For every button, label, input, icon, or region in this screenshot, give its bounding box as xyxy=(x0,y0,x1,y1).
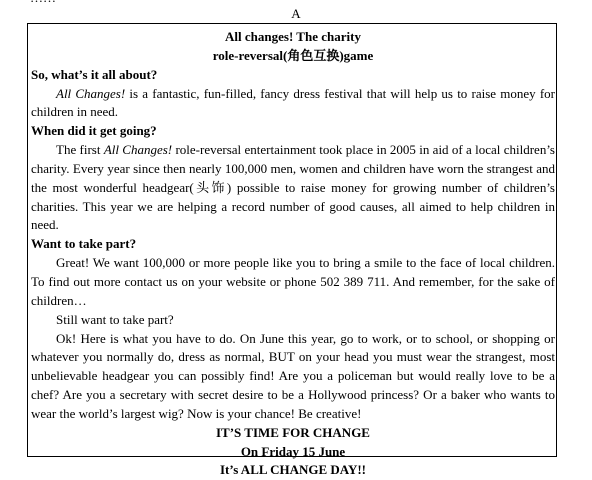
section-letter: A xyxy=(291,6,301,21)
cropped-text-fragment xyxy=(30,0,56,4)
closing-line-2: On Friday 15 June xyxy=(240,443,346,459)
heading-get-going: When did it get going? xyxy=(31,123,157,139)
closing-line-3: It’s ALL CHANGE DAY!! xyxy=(219,462,367,478)
paragraph-still-want: Still want to take part? xyxy=(56,311,174,327)
paragraph-instructions: Ok! Here is what you have to do. On June this year, go to work, or to school, or shopping or whatever you normally do, dress as normal, BUT on your head you must wear the strangest, most unbelievable headgear you can possibly find! Are you a policeman but would really love to be a chef? Are you a secretary with secret desire to be a Hollywood princess? Or a baker who wants to wear the world’s largest wig? Now is your chance! Be creative! xyxy=(31,330,555,421)
paragraph-what-about xyxy=(31,85,555,123)
festival-name: All Changes! xyxy=(103,142,173,158)
festival-name: All Changes! xyxy=(56,85,126,101)
paragraph-text: The first xyxy=(56,142,104,158)
paragraph-great: Great! We want 100,000 or more people like you to bring a smile to the face of local children. To find out more contact us on your website or phone 502 389 711. And remember, for the sake of children… xyxy=(31,255,555,308)
passage-box xyxy=(27,23,557,478)
title-line-2: role-reversal(角色互换)game xyxy=(212,47,374,63)
closing-line-1: IT’S TIME FOR CHANGE xyxy=(216,424,370,440)
paragraph-text: is a fantastic, fun-filled, fancy dress festival that will help us to raise money for children in need. xyxy=(31,85,555,120)
heading-take-part: Want to take part? xyxy=(31,236,137,252)
paragraph-text: role-reversal entertainment took place in 2005 in aid of a local children’s charity. Every year since then nearly 100,000 men, women and children have worn the strangest and the most wonderful headgear(头饰) possible to raise money for growing number of children’s charities. This year we are helping a record number of good causes, all aimed to help children in need. xyxy=(31,142,555,233)
heading-what-about: So, what’s it all about? xyxy=(31,66,158,82)
paragraph-get-going xyxy=(31,141,555,235)
title-line-1: All changes! The charity xyxy=(225,29,361,44)
